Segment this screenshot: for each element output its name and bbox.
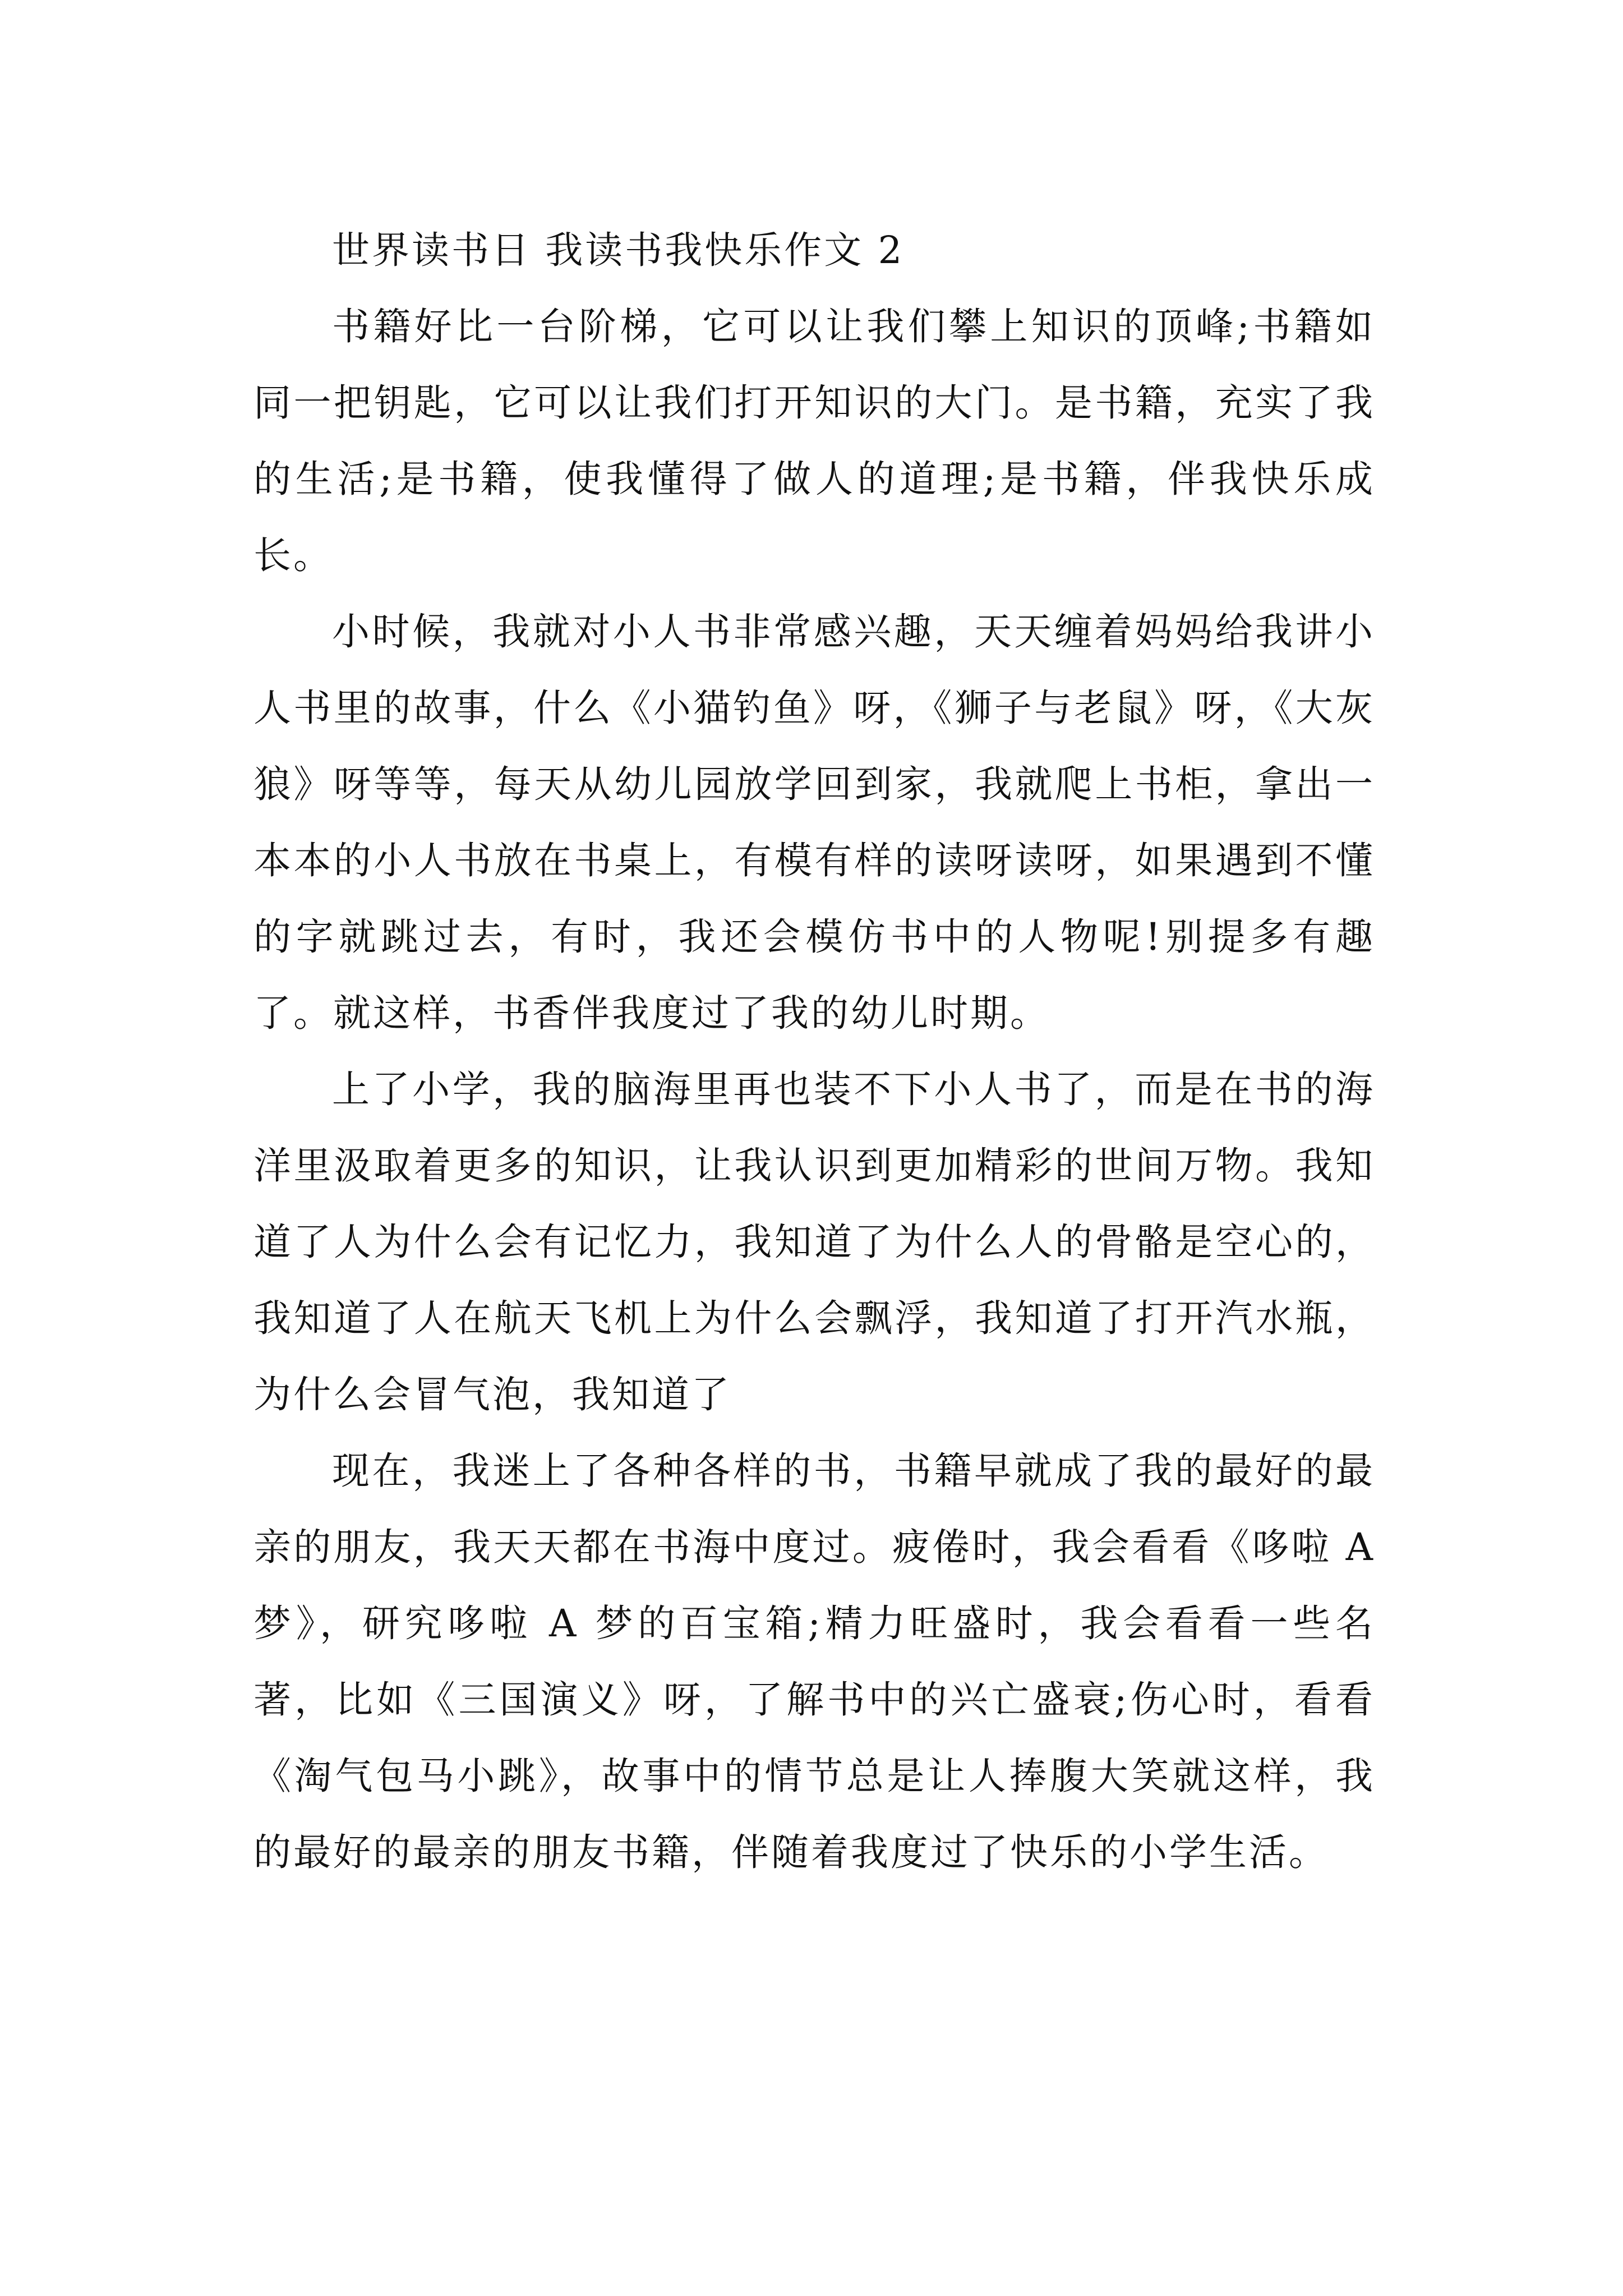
paragraph: 书籍好比一台阶梯，它可以让我们攀上知识的顶峰;书籍如同一把钥匙，它可以让我们打开知识的大门。是书籍，充实了我的生活;是书籍，使我懂得了做人的道理;是书籍，伴我快乐成长。 bbox=[253, 305, 1375, 577]
paragraph: 上了小学，我的脑海里再也装不下小人书了，而是在书的海洋里汲取着更多的知识，让我认识到更加精彩的世间万物。我知道了人为什么会有记忆力，我知道了为什么人的骨骼是空心的，我知道了人在航天飞机上为什么会飘浮，我知道了打开汽水瓶，为什么会冒气泡，我知道了 bbox=[253, 1068, 1375, 1416]
document-body bbox=[253, 212, 1375, 1890]
paragraph: 小时候，我就对小人书非常感兴趣，天天缠着妈妈给我讲小人书里的故事，什么《小猫钓鱼》呀，《狮子与老鼠》呀，《大灰狼》呀等等，每天从幼儿园放学回到家，我就爬上书柜，拿出一本本的小人书放在书桌上，有模有样的读呀读呀，如果遇到不懂的字就跳过去，有时，我还会模仿书中的人物呢!别提多有趣了。就这样，书香伴我度过了我的幼儿时期。 bbox=[253, 610, 1375, 1035]
paragraph: 现在，我迷上了各种各样的书，书籍早就成了我的最好的最亲的朋友，我天天都在书海中度过。疲倦时，我会看看《哆啦 A 梦》，研究哆啦 A 梦的百宝箱;精力旺盛时，我会看看一些名著，比如《三国演义》呀，了解书中的兴亡盛衰;伤心时，看看《淘气包马小跳》，故事中的情节总是让人捧腹大笑就这样，我的最好的最亲的朋友书籍，伴随着我度过了快乐的小学生活。 bbox=[253, 1449, 1375, 1874]
document-title: 世界读书日 我读书我快乐作文 2 bbox=[332, 228, 905, 272]
